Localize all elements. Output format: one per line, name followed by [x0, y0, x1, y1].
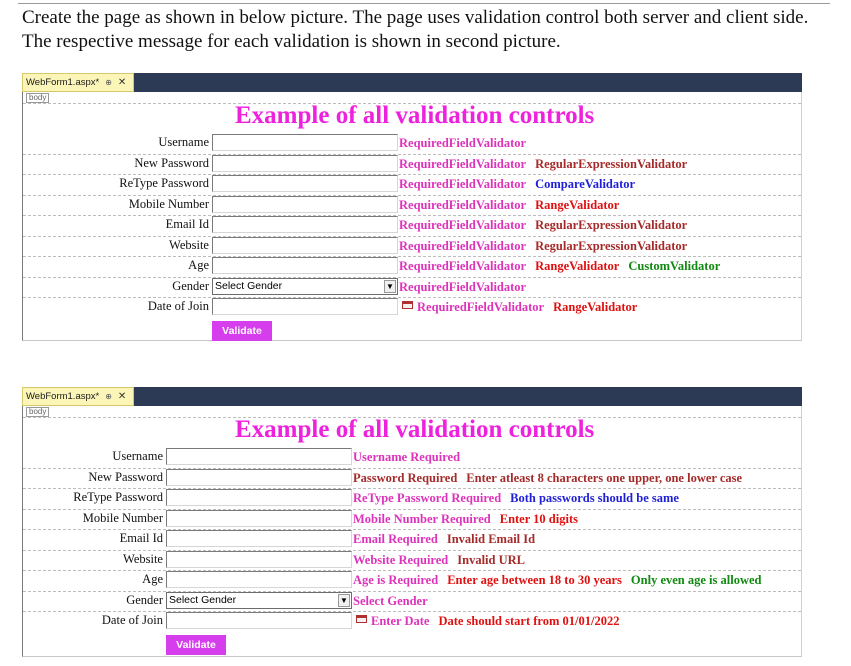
page-heading: Example of all validation controls [235, 416, 595, 443]
new-password-input[interactable] [212, 155, 398, 172]
validator-message: Invalid URL [457, 552, 525, 567]
validator-message: ReType Password Required [353, 491, 502, 505]
validator-message: RequiredFieldValidator [399, 156, 527, 171]
username-input[interactable] [212, 134, 398, 151]
mobile-number-validators [353, 512, 587, 526]
validator-message: Enter 10 digits [499, 511, 578, 526]
chevron-down-icon[interactable]: ▼ [384, 280, 396, 293]
guide-line [23, 174, 801, 175]
username-label: Username [158, 135, 209, 149]
body-tag: body [26, 93, 49, 103]
gender-select-value: Select Gender [215, 279, 283, 292]
website-validators [353, 553, 534, 567]
email-id-input[interactable] [212, 216, 398, 233]
username-validators [399, 136, 535, 150]
guide-line [23, 297, 801, 298]
website-input[interactable] [212, 237, 398, 254]
validator-message: RequiredFieldValidator [399, 259, 527, 273]
new-password-input[interactable] [166, 469, 352, 486]
gender-validators [353, 594, 437, 608]
retype-password-validators [399, 177, 644, 191]
retype-password-validators [353, 491, 688, 505]
age-validators [353, 573, 770, 587]
validator-message: Website Required [353, 552, 449, 567]
validator-message: RangeValidator [553, 300, 638, 314]
calendar-icon[interactable] [356, 615, 367, 623]
guide-line [23, 550, 801, 551]
close-icon[interactable]: ✕ [117, 391, 127, 402]
validator-message: CompareValidator [535, 177, 636, 191]
guide-line [23, 154, 801, 155]
age-label: Age [188, 258, 209, 272]
age-input[interactable] [212, 257, 398, 274]
guide-line [23, 488, 801, 489]
age-label: Age [142, 572, 163, 586]
validator-message: Select Gender [353, 593, 428, 608]
chevron-down-icon[interactable]: ▼ [338, 594, 350, 607]
page-heading: Example of all validation controls [235, 102, 595, 129]
design-panel-messages [22, 387, 802, 657]
email-id-label: Email Id [119, 531, 163, 545]
date-of-join-input[interactable] [166, 612, 352, 629]
validator-message: CustomValidator [628, 259, 721, 273]
validator-message: Enter age between 18 to 30 years [447, 573, 622, 587]
validator-message: Only even age is allowed [630, 573, 762, 587]
validator-message: RequiredFieldValidator [399, 177, 527, 191]
age-validators [399, 259, 729, 273]
document-tab-bar [22, 73, 802, 92]
validate-button[interactable]: Validate [166, 635, 226, 655]
date-of-join-label: Date of Join [101, 613, 163, 627]
validator-message: RegularExpressionValidator [535, 238, 688, 253]
guide-line [23, 195, 801, 196]
website-validators [399, 239, 696, 253]
new-password-label: New Password [88, 469, 163, 484]
email-id-input[interactable] [166, 530, 352, 547]
validator-message: Email Required [353, 532, 438, 546]
website-input[interactable] [166, 551, 352, 568]
mobile-number-label: Mobile Number [128, 196, 209, 211]
validator-message: Date should start from 01/01/2022 [438, 614, 620, 628]
website-label: Website [169, 237, 209, 252]
date-of-join-input[interactable] [212, 298, 398, 315]
gender-select-value: Select Gender [169, 593, 237, 606]
guide-line [23, 277, 801, 278]
mobile-number-label: Mobile Number [82, 510, 163, 525]
validator-message: RequiredFieldValidator [399, 218, 527, 232]
validator-message: Username Required [353, 450, 461, 464]
calendar-icon[interactable] [402, 301, 413, 309]
new-password-label: New Password [134, 155, 209, 170]
username-label: Username [112, 449, 163, 463]
mobile-number-input[interactable] [212, 196, 398, 213]
document-tab-bar [22, 387, 802, 406]
tab-label: WebForm1.aspx* [26, 391, 100, 402]
validator-message: RegularExpressionValidator [535, 218, 688, 232]
validator-message: Age is Required [353, 573, 439, 587]
guide-line [23, 591, 801, 592]
validator-message: RequiredFieldValidator [399, 279, 527, 294]
validator-message: RequiredFieldValidator [399, 197, 527, 212]
retype-password-input[interactable] [212, 175, 398, 192]
validator-message: Mobile Number Required [353, 511, 491, 526]
email-id-validators [399, 218, 696, 232]
design-surface [22, 406, 802, 657]
gender-label: Gender [172, 278, 209, 293]
date-of-join-validators [371, 614, 628, 628]
validator-message: Both passwords should be same [510, 491, 679, 505]
validator-message: RequiredFieldValidator [399, 136, 527, 150]
guide-line [23, 215, 801, 216]
top-rule [18, 3, 830, 4]
retype-password-input[interactable] [166, 489, 352, 506]
age-input[interactable] [166, 571, 352, 588]
gender-select[interactable] [212, 278, 398, 295]
tab-label: WebForm1.aspx* [26, 77, 100, 88]
instructions-text: Create the page as shown in below picture. The page uses validation control both server and client side. The respective message for each validation is shown in second picture. [22, 7, 809, 52]
email-id-label: Email Id [165, 217, 209, 231]
validator-message: Password Required [353, 470, 458, 485]
pin-icon[interactable]: ⊕ [105, 78, 112, 87]
validator-message: RangeValidator [535, 259, 620, 273]
new-password-validators [399, 157, 696, 171]
date-of-join-label: Date of Join [147, 299, 209, 313]
email-id-validators [353, 532, 544, 546]
document-tab[interactable] [22, 387, 134, 406]
document-tab[interactable] [22, 73, 134, 92]
new-password-validators [353, 471, 751, 485]
validate-button[interactable]: Validate [212, 321, 272, 341]
mobile-number-input[interactable] [166, 510, 352, 527]
guide-line [23, 509, 801, 510]
date-of-join-validators [417, 300, 646, 314]
retype-password-label: ReType Password [73, 490, 163, 504]
close-icon[interactable]: ✕ [117, 77, 127, 88]
validator-message: RegularExpressionValidator [535, 156, 688, 171]
mobile-number-validators [399, 198, 628, 212]
guide-line [23, 256, 801, 257]
validator-message: Enter Date [371, 614, 430, 628]
website-label: Website [123, 551, 163, 566]
design-surface [22, 92, 802, 341]
design-panel-validators [22, 73, 802, 341]
body-tag: body [26, 407, 49, 417]
username-input[interactable] [166, 448, 352, 465]
guide-line [23, 611, 801, 612]
validator-message: RequiredFieldValidator [417, 300, 545, 314]
validator-message: Invalid Email Id [446, 532, 536, 546]
guide-line [23, 570, 801, 571]
gender-validators [399, 280, 535, 294]
retype-password-label: ReType Password [119, 176, 209, 190]
gender-select[interactable] [166, 592, 352, 609]
validator-message: RequiredFieldValidator [399, 238, 527, 253]
guide-line [23, 529, 801, 530]
guide-line [23, 236, 801, 237]
guide-line [23, 468, 801, 469]
validator-message: Enter atleast 8 characters one upper, one lower case [466, 470, 743, 485]
username-validators [353, 450, 469, 464]
validator-message: RangeValidator [535, 197, 620, 212]
pin-icon[interactable]: ⊕ [105, 392, 112, 401]
gender-label: Gender [126, 592, 163, 607]
